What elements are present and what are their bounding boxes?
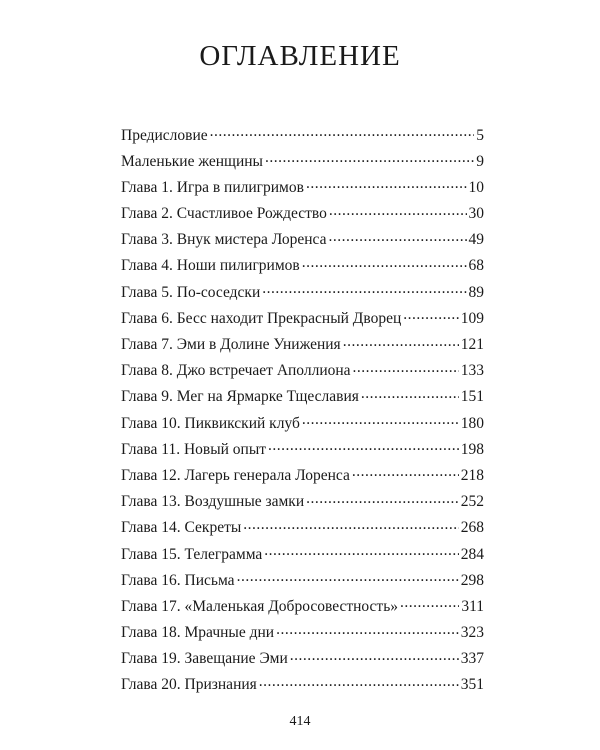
toc-entry-page: 298 xyxy=(460,571,484,589)
toc-entry xyxy=(121,229,484,255)
toc-entry-title: Маленькие женщины xyxy=(121,152,263,170)
toc-entry-title: Глава 20. Признания xyxy=(121,676,257,694)
toc-leader-dots xyxy=(352,464,459,480)
toc-leader-dots xyxy=(400,595,459,611)
toc-leader-dots xyxy=(306,176,467,192)
toc-entry-page: 151 xyxy=(460,388,484,406)
toc-leader-dots xyxy=(264,543,458,559)
toc-entry-page: 284 xyxy=(460,545,484,563)
toc-entry-page: 68 xyxy=(468,257,484,275)
toc-leader-dots xyxy=(259,674,459,690)
toc-entry xyxy=(121,438,484,464)
toc-entry-page: 109 xyxy=(460,309,484,327)
toc-leader-dots xyxy=(306,491,459,507)
toc-entry xyxy=(121,543,484,569)
toc-entry-page: 121 xyxy=(460,336,484,353)
toc-entry-page: 5 xyxy=(476,126,484,144)
toc-entry-page: 337 xyxy=(460,650,484,668)
toc-entry-page: 89 xyxy=(468,283,484,301)
toc-entry xyxy=(121,464,484,490)
toc-entry-page: 10 xyxy=(468,178,484,196)
toc-entry-title: Глава 11. Новый опыт xyxy=(121,440,267,458)
toc-entry xyxy=(121,150,484,176)
toc-leader-dots xyxy=(276,622,459,638)
toc-entry xyxy=(121,648,484,674)
toc-entry-page: 268 xyxy=(460,519,484,537)
toc-entry-title: Глава 12. Лагерь генерала Лоренса xyxy=(121,466,350,484)
toc-entry xyxy=(121,124,484,150)
toc-entry-page: 198 xyxy=(460,440,484,458)
toc-leader-dots xyxy=(343,334,459,350)
toc-entry-title: Предисловие xyxy=(121,126,208,144)
toc-entry xyxy=(121,517,484,543)
toc-entry-title: Глава 1. Игра в пилигримов xyxy=(121,178,304,196)
table-of-contents xyxy=(121,124,484,700)
toc-leader-dots xyxy=(237,569,459,585)
toc-entry-title: Глава 8. Джо встречает Аполлиона xyxy=(121,362,351,380)
toc-leader-dots xyxy=(268,438,459,454)
toc-leader-dots xyxy=(353,360,459,376)
toc-entry xyxy=(121,281,484,307)
toc-entry-title: Глава 9. Мег на Ярмарке Тщеславия xyxy=(121,388,359,406)
toc-entry xyxy=(121,203,484,229)
toc-entry-page: 180 xyxy=(460,414,484,432)
toc-entry xyxy=(121,307,484,333)
toc-entry-title: Глава 4. Ноши пилигримов xyxy=(121,257,300,275)
toc-leader-dots xyxy=(290,648,459,664)
toc-entry-title: Глава 13. Воздушные замки xyxy=(121,493,305,511)
toc-entry-title: Глава 2. Счастливое Рождество xyxy=(121,205,327,223)
toc-entry xyxy=(121,360,484,386)
toc-leader-dots xyxy=(328,229,466,245)
toc-entry-title: Глава 10. Пиквикский клуб xyxy=(121,414,300,432)
toc-entry-page: 30 xyxy=(468,205,484,223)
toc-entry xyxy=(121,386,484,412)
page-number: 414 xyxy=(289,714,311,729)
toc-entry xyxy=(121,569,484,595)
toc-entry-title: Глава 3. Внук мистера Лоренса xyxy=(121,231,327,249)
page-title: ОГЛАВЛЕНИЕ xyxy=(199,40,401,72)
toc-entry xyxy=(121,176,484,202)
toc-entry-page: 351 xyxy=(460,676,484,694)
toc-entry-page: 9 xyxy=(476,152,484,170)
toc-entry xyxy=(121,595,484,621)
toc-entry-title: Глава 17. «Маленькая Добросовестность» xyxy=(121,597,399,615)
toc-entry-title: Глава 19. Завещание Эми xyxy=(121,650,288,668)
toc-entry-page: 323 xyxy=(460,624,484,642)
toc-leader-dots xyxy=(265,150,474,166)
toc-leader-dots xyxy=(262,281,466,297)
toc-entry-page: 49 xyxy=(468,231,484,249)
toc-entry-title: Глава 7. Эми в Долине Унижения xyxy=(121,336,341,353)
toc-entry-title: Глава 6. Бесс находит Прекрасный Дворец xyxy=(121,309,402,327)
toc-leader-dots xyxy=(243,517,458,533)
toc-entry xyxy=(121,334,484,360)
toc-entry-title: Глава 5. По-соседски xyxy=(121,283,261,301)
toc-entry-page: 133 xyxy=(460,362,484,380)
toc-leader-dots xyxy=(361,386,459,402)
toc-leader-dots xyxy=(302,255,467,271)
toc-leader-dots xyxy=(210,124,475,140)
toc-leader-dots xyxy=(302,412,459,428)
toc-entry xyxy=(121,674,484,700)
toc-entry-page: 311 xyxy=(461,597,484,615)
toc-entry-title: Глава 18. Мрачные дни xyxy=(121,624,275,642)
toc-entry xyxy=(121,622,484,648)
toc-leader-dots xyxy=(329,203,467,219)
toc-entry xyxy=(121,491,484,517)
toc-entry-title: Глава 16. Письма xyxy=(121,571,235,589)
toc-entry-title: Глава 14. Секреты xyxy=(121,519,242,537)
toc-entry xyxy=(121,255,484,281)
toc-entry xyxy=(121,412,484,438)
toc-entry-title: Глава 15. Телеграмма xyxy=(121,545,263,563)
toc-entry-page: 252 xyxy=(460,493,484,511)
toc-entry-page: 218 xyxy=(460,466,484,484)
toc-leader-dots xyxy=(403,307,459,323)
